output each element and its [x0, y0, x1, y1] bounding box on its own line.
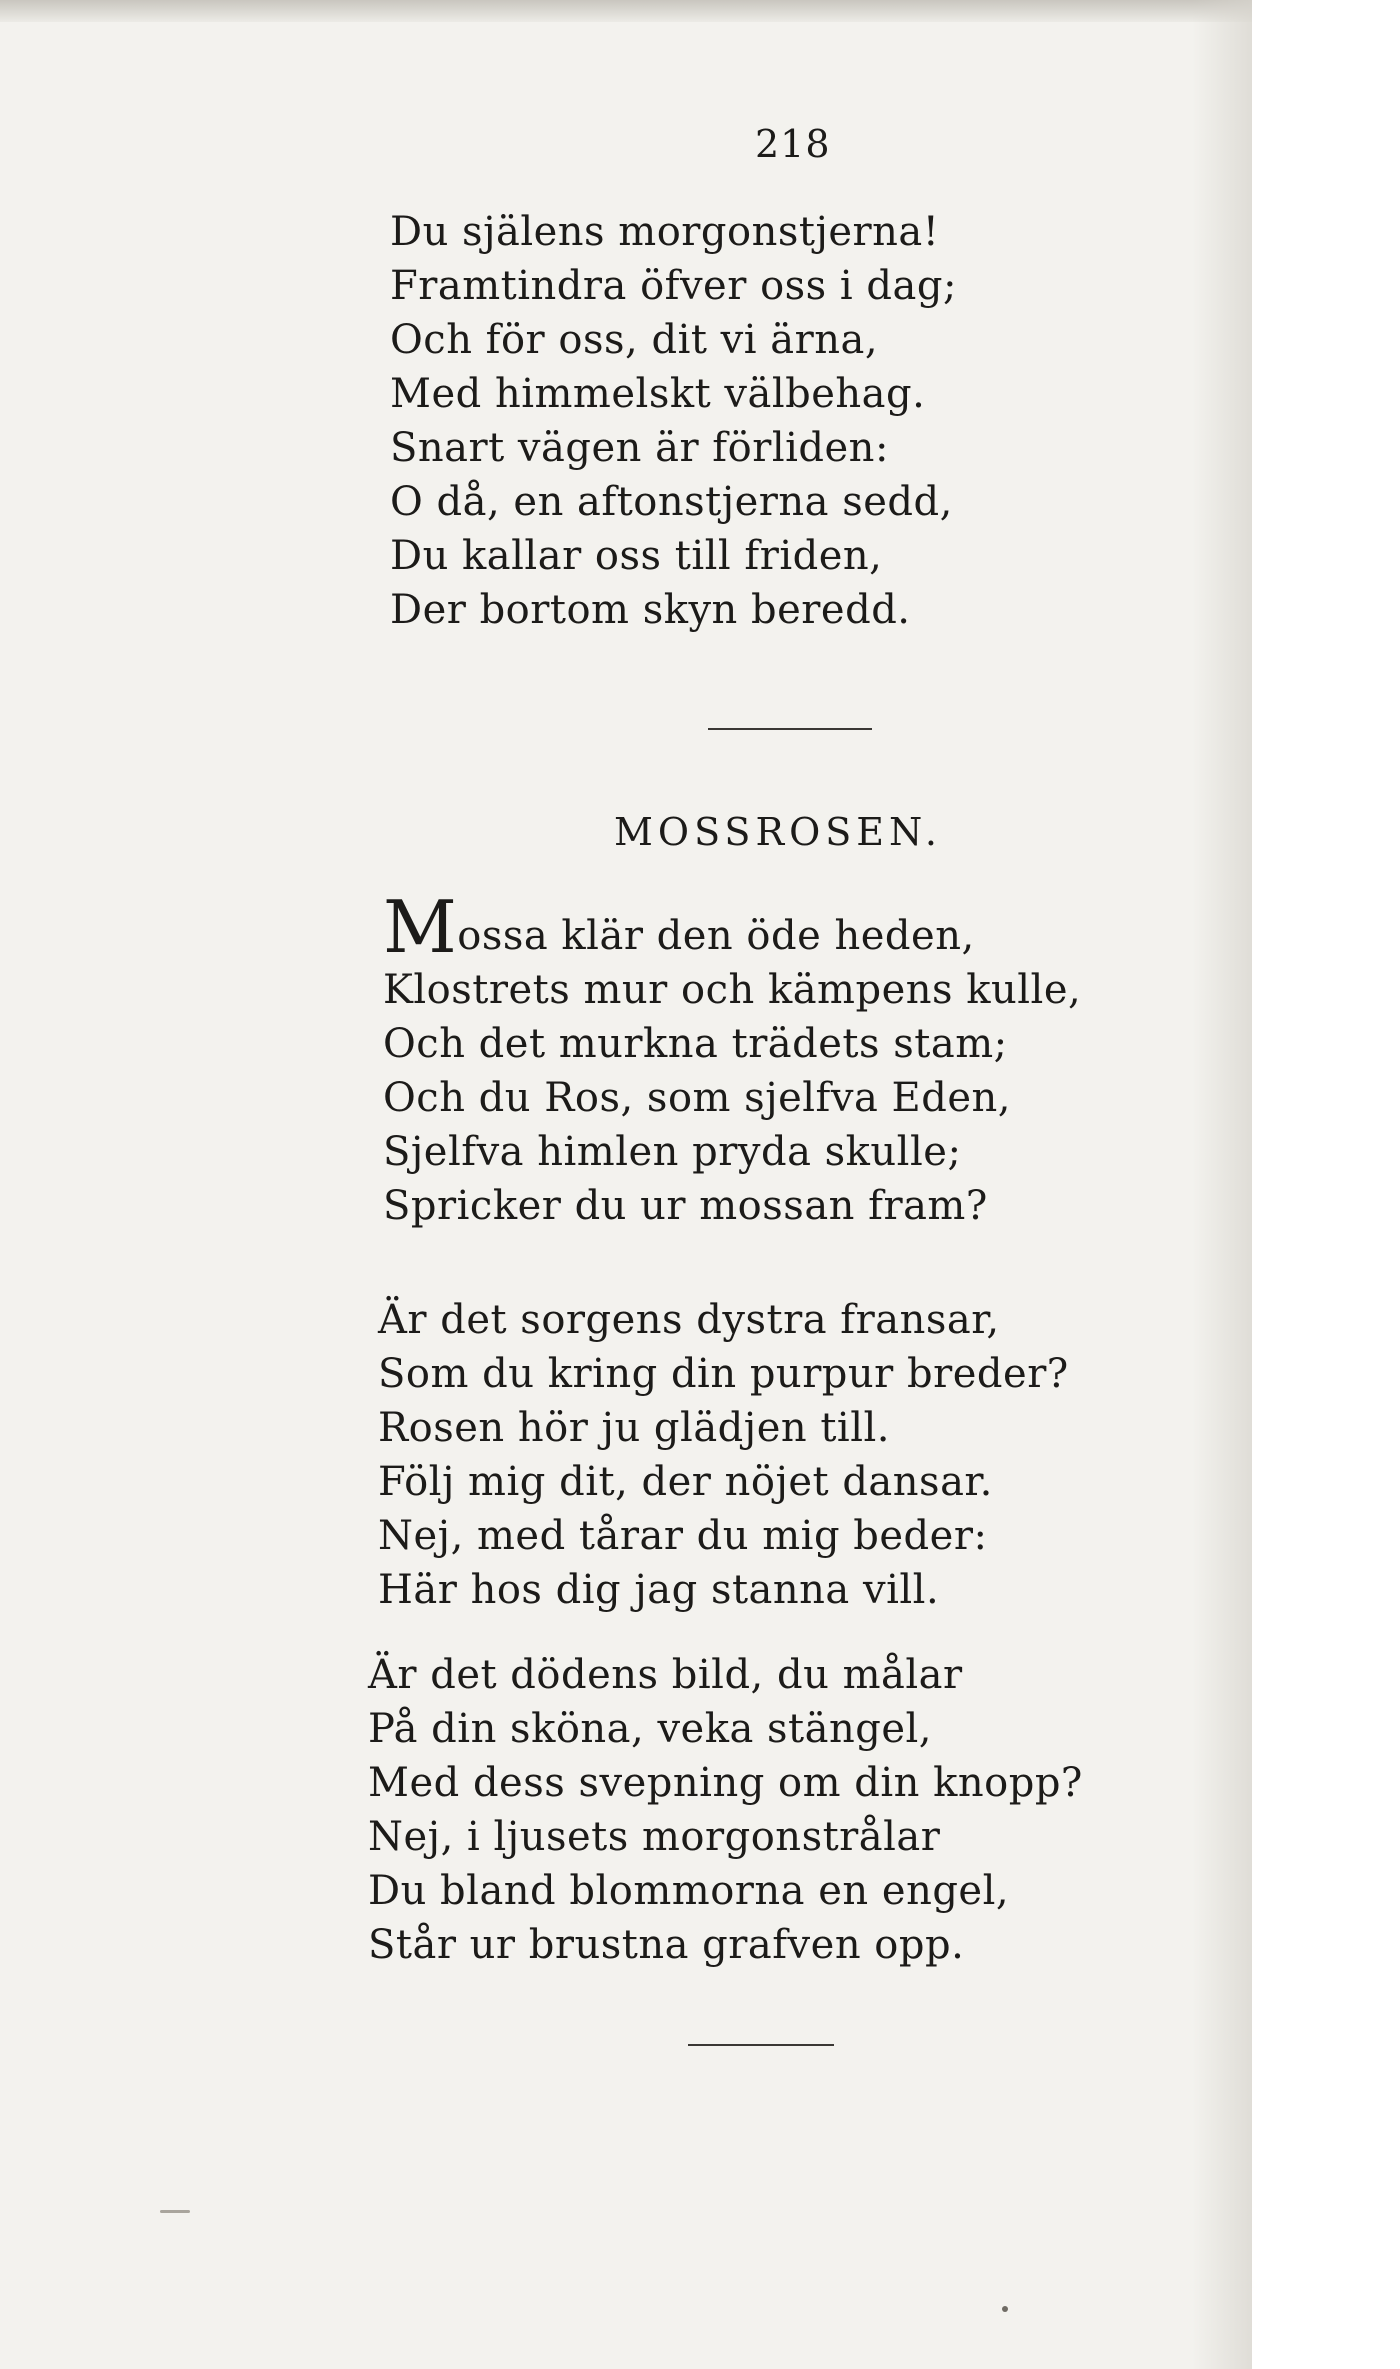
verse-line: Följ mig dit, der nöjet dansar.	[378, 1459, 993, 1505]
verse-line: Nej, i ljusets morgonstrålar	[368, 1814, 941, 1860]
verse-line: Är det sorgens dystra fransar,	[378, 1297, 1000, 1343]
section-divider	[708, 728, 872, 730]
verse-line: Som du kring din purpur breder?	[378, 1351, 1069, 1397]
verse-line: Här hos dig jag stanna vill.	[378, 1567, 940, 1613]
page-top-edge	[0, 0, 1252, 22]
verse-line: På din sköna, veka stängel,	[368, 1706, 933, 1752]
print-speck	[1002, 2306, 1008, 2312]
stanza-2	[383, 885, 1082, 1233]
verse-line: Med dess svepning om din knopp?	[368, 1760, 1083, 1806]
page-gutter-shadow	[1192, 0, 1252, 2369]
verse-line: O då, en aftonstjerna sedd,	[390, 479, 953, 525]
verse-line-first	[383, 885, 1081, 969]
verse-line-rest: ossa klär den öde heden,	[457, 913, 975, 959]
verse-line: Står ur brustna grafven opp.	[368, 1922, 965, 1968]
poem-title: MOSSROSEN.	[614, 810, 942, 854]
verse-line: Nej, med tårar du mig beder:	[378, 1513, 988, 1559]
verse-line: Med himmelskt välbehag.	[390, 371, 926, 417]
stanza-4	[368, 1648, 1083, 1972]
verse-line: Och det murkna trädets stam;	[383, 1021, 1008, 1067]
verse-line: Du själens morgonstjerna!	[390, 209, 940, 255]
verse-line: Spricker du ur mossan fram?	[383, 1183, 988, 1229]
verse-line: Snart vägen är förliden:	[390, 425, 889, 471]
verse-line: Rosen hör ju glädjen till.	[378, 1405, 891, 1451]
verse-line: Du kallar oss till friden,	[390, 533, 883, 579]
verse-line: Är det dödens bild, du målar	[368, 1652, 963, 1698]
drop-cap: M	[383, 885, 458, 969]
verse-line: Klostrets mur och kämpens kulle,	[383, 967, 1082, 1013]
stanza-3	[378, 1293, 1069, 1617]
end-divider	[688, 2044, 834, 2046]
verse-line: Och du Ros, som sjelfva Eden,	[383, 1075, 1011, 1121]
verse-line: Der bortom skyn beredd.	[390, 587, 911, 633]
page-number: 218	[755, 122, 831, 166]
verse-line: Framtindra öfver oss i dag;	[390, 263, 957, 309]
stanza-1	[390, 205, 957, 637]
verse-line: Och för oss, dit vi ärna,	[390, 317, 879, 363]
verse-line: Sjelfva himlen pryda skulle;	[383, 1129, 962, 1175]
verse-line: Du bland blommorna en engel,	[368, 1868, 1010, 1914]
print-smudge	[160, 2210, 190, 2213]
